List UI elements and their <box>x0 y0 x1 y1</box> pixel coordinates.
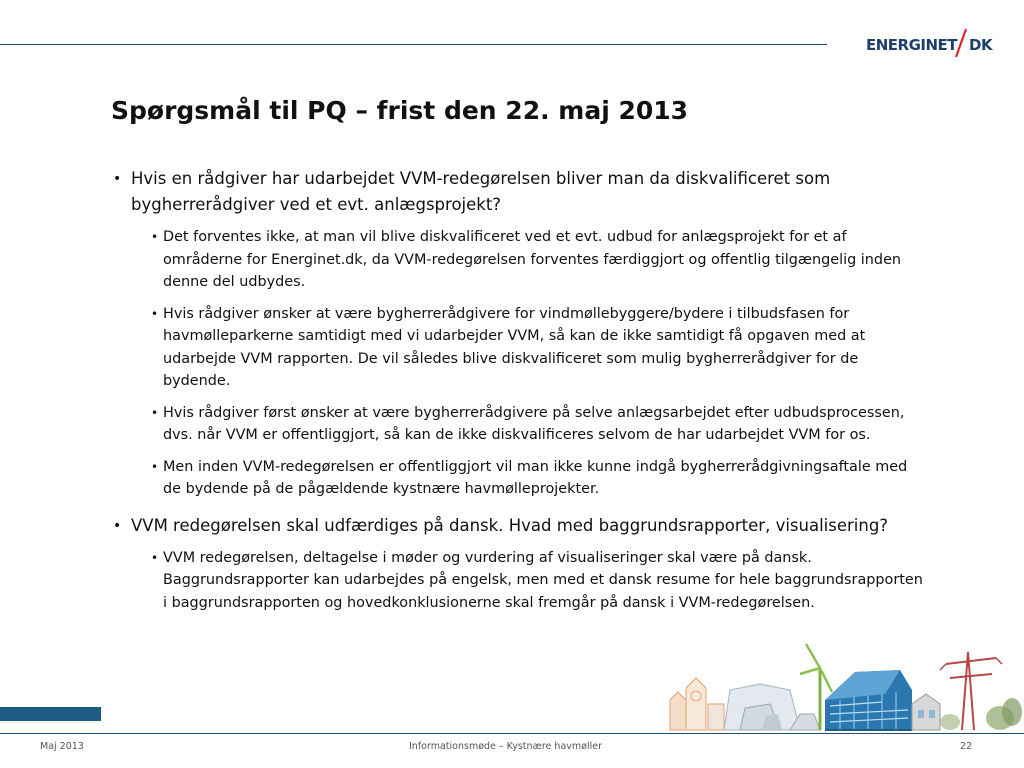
sub-bullet-item <box>151 226 923 294</box>
bullet-text: Hvis en rådgiver har udarbejdet VVM-redegørelsen bliver man da diskvalificeret som bygherrerådgiver ved et evt. anlægsprojekt? <box>131 169 831 214</box>
bullet-dot-icon: • <box>151 230 159 244</box>
bullet-dot-icon: • <box>151 306 159 321</box>
sub-bullet-text: VVM redegørelsen, deltagelse i møder og vurdering af visualiseringer skal være på dansk. Baggrundsrapporter kan udarbejdes på engelsk, men med et dansk resume for hele baggrundsrapporten i baggrundsrapporten og hovedkonklusionerne skal fremgår på dansk i VVM-redegørelsen. <box>163 549 923 611</box>
sub-bullet-item <box>151 303 923 393</box>
sub-bullet-text: Men inden VVM-redegørelsen er offentliggjort vil man ikke kunne indgå bygherrerådgivningsaftale med de bydende på de pågældende kystnære havmølleprojekter. <box>163 458 908 497</box>
sub-bullet-item <box>151 402 923 447</box>
bullet-item <box>111 166 923 218</box>
footer-accent-bar <box>0 707 101 721</box>
energy-landscape-illustration <box>650 630 1024 735</box>
footer-date: Maj 2013 <box>40 741 84 752</box>
sub-bullet-text: Det forventes ikke, at man vil blive diskvalificeret ved et evt. udbud for anlægsprojekt for et af områderne for Energinet.dk, da VVM-redegørelsen forventes færdiggjort og offentlig tilgængelig inden denne del udbydes. <box>163 229 902 290</box>
header-rule <box>0 44 827 45</box>
houses-sketch <box>912 694 940 730</box>
bullet-dot-icon: • <box>151 405 159 420</box>
bullet-dot-icon: • <box>151 550 159 565</box>
bullet-dot-icon: • <box>113 171 122 187</box>
bullet-item <box>111 513 923 539</box>
slide-title: Spørgsmål til PQ – frist den 22. maj 2013 <box>111 96 689 125</box>
footer-title: Informationsmøde – Kystnære havmøller <box>409 741 602 752</box>
footer-rule <box>0 733 1024 734</box>
sub-bullet-item <box>151 547 923 615</box>
sub-bullet-item <box>151 456 923 501</box>
logo-wordmark: ENERGINET DK <box>866 36 993 54</box>
energinet-logo <box>866 28 993 58</box>
sub-bullet-text: Hvis rådgiver ønsker at være bygherrerådgivere for vindmøllebyggere/bydere i tilbudsfasen for havmølleparkerne samtidigt med vi udarbejder VVM, så kan de ikke samtidigt få opgaven med at udarbejde VVM rapporten. De vil således blive diskvalificeret som mulig bygherrerådgiver for de bydende. <box>163 305 866 389</box>
bullet-dot-icon: • <box>151 459 159 474</box>
bullet-text: VVM redegørelsen skal udfærdiges på dansk. Hvad med baggrundsrapporter, visualisering? <box>131 515 889 535</box>
building-icon <box>825 670 912 730</box>
town-sketch <box>670 678 820 730</box>
bullet-dot-icon: • <box>113 517 122 534</box>
bullet-list <box>111 166 923 623</box>
page-number: 22 <box>960 741 973 752</box>
trees-sketch <box>940 698 1022 730</box>
logo-slash-icon <box>954 28 968 58</box>
sub-bullet-text: Hvis rådgiver først ønsker at være bygherrerådgivere på selve anlægsarbejdet efter udbudsprocessen, dvs. når VVM er offentliggjort, så kan de ikke diskvalificeres selvom de har udarbejdet VVM for os. <box>163 404 905 443</box>
